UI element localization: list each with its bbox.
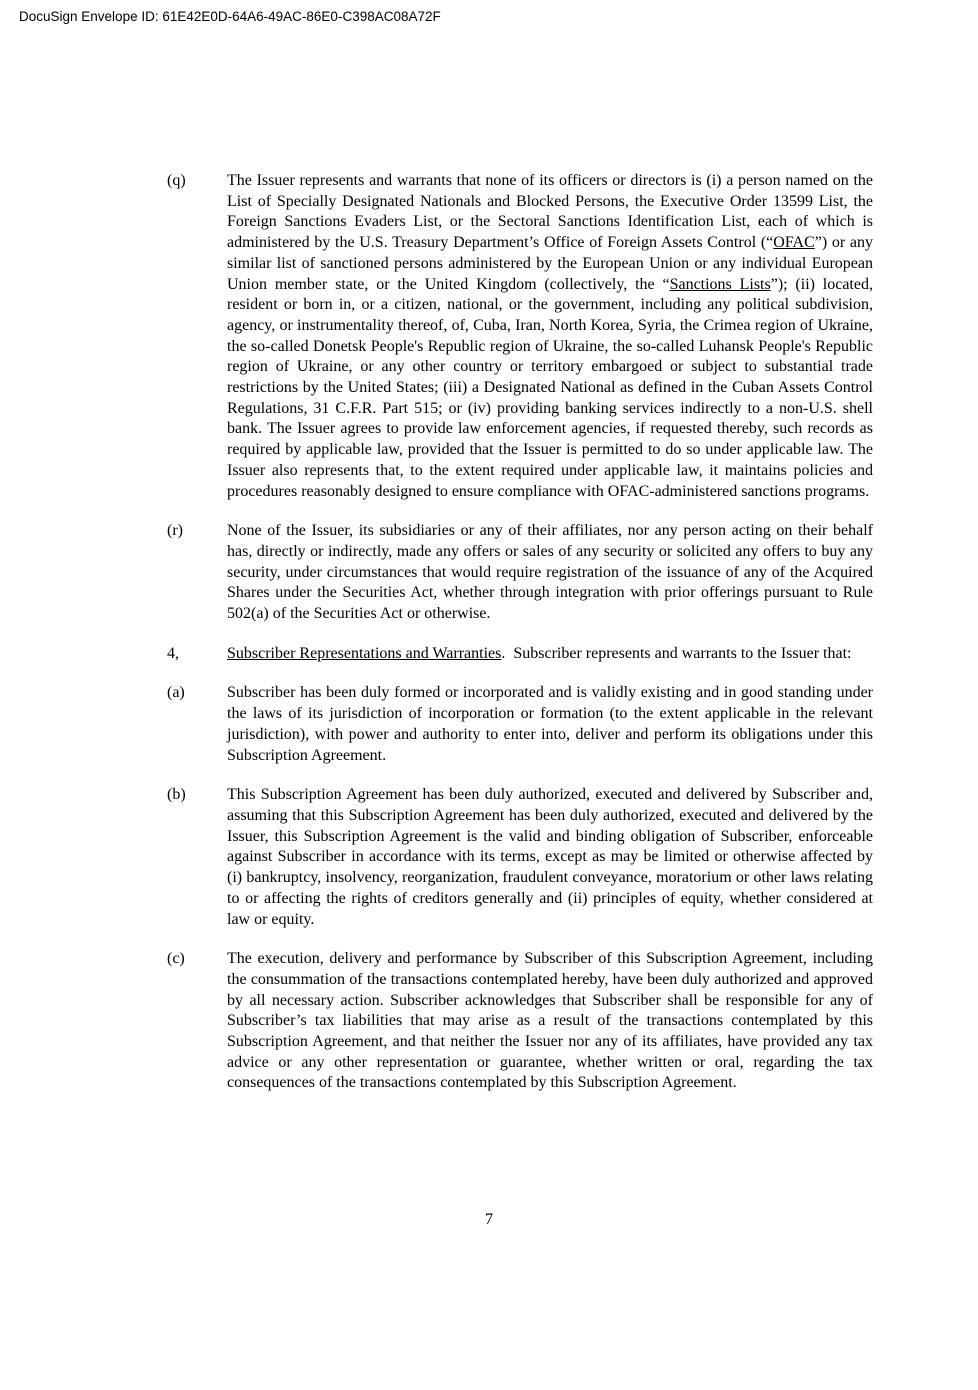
text-segment: The execution, delivery and performance by Subscriber of this Subscription Agreement, including the consummation of the transactions contemplated hereby, have been duly authorized and approved by all necessary action. Subscriber acknowledges that Subscriber shall be responsible for any of Subscriber’s tax liabilities that may arise as a result of the transactions contemplated by this Subscription Agreement, and that neither the Issuer nor any of its affiliates, have provided any tax advice or any other representation or guarantee, whether written or oral, regarding the tax consequences of the transactions contemplated by this Subscription Agreement. — [227, 950, 873, 1092]
paragraph-label: (c) — [167, 950, 185, 968]
paragraph-label: (a) — [167, 684, 185, 702]
paragraph-text — [227, 684, 873, 763]
paragraph-a — [167, 683, 873, 766]
paragraph-label: 4, — [167, 644, 179, 662]
text-segment: The Issuer represents and warrants that none of its officers or directors is (i) a person named on the List of Specially Designated Nationals and Blocked Persons, the Executive Order 13599 List, the Foreign Sanctions Evaders List, or the Sectoral Sanctions Identification List, each of which is administered by the U.S. Treasury Department’s Office of Foreign Assets Control (“ — [227, 172, 873, 252]
underlined-term: OFAC — [773, 234, 815, 252]
text-segment: This Subscription Agreement has been duly authorized, executed and delivered by Subscriber and, assuming that this Subscription Agreement has been duly authorized, executed and delivered by the Issuer, this Subscription Agreement is the valid and binding obligation of Subscriber, enforceable against Subscriber in accordance with its terms, except as may be limited or otherwise affected by (i) bankruptcy, insolvency, reorganization, fraudulent conveyance, moratorium or other laws relating to or affecting the rights of creditors generally and (ii) principles of equity, whether considered at law or equity. — [227, 786, 873, 928]
paragraph-r — [167, 521, 873, 625]
paragraph-text — [227, 172, 873, 500]
text-segment: . Subscriber represents and warrants to the Issuer that: — [501, 644, 852, 662]
paragraph-q — [167, 171, 874, 502]
paragraph-text — [227, 645, 851, 662]
section-paragraph-4 — [108, 644, 873, 665]
paragraph-b — [167, 785, 873, 930]
text-segment: Subscriber has been duly formed or incorporated and is validly existing and in good standing under the laws of its jurisdiction of incorporation or formation (to the extent applicable in the relevant jurisdiction), with power and authority to enter into, deliver and perform its obligations under this Subscription Agreement. — [227, 684, 873, 764]
underlined-term: Sanctions Lists — [669, 275, 771, 293]
paragraph-c — [167, 949, 873, 1094]
paragraph-text — [227, 786, 873, 927]
docusign-envelope-header: DocuSign Envelope ID: 61E42E0D-64A6-49AC-86E0-C398AC08A72F — [19, 9, 441, 24]
text-segment: None of the Issuer, its subsidiaries or any of their affiliates, nor any person acting on their behalf has, directly or indirectly, made any offers or sales of any security or solicited any offers to buy any security, under circumstances that would require registration of the issuance of any of the Acquired Shares under the Securities Act, whether through integration with prior offerings pursuant to Rule 502(a) of the Securities Act or otherwise. — [227, 522, 873, 623]
page-number: 7 — [485, 1211, 493, 1228]
text-segment: ”) or any similar list of sanctioned persons administered by the European Union or any individual European Union member state, or the United Kingdom (collectively, the “ — [227, 234, 874, 293]
underlined-term: Subscriber Representations and Warranties — [227, 644, 502, 662]
document-body — [108, 171, 873, 1113]
paragraph-text — [227, 950, 873, 1091]
paragraph-label: (b) — [167, 786, 186, 804]
paragraph-label: (q) — [167, 172, 186, 189]
text-segment: ”); (ii) located, resident or born in, or a citizen, national, or the government, including any political subdivision, agency, or instrumentality thereof, of, Cuba, Iran, North Korea, Syria, the Crimea region of Ukraine, the so-called Donetsk People's Republic region of Ukraine, the so-called Luhansk People's Republic region of Ukraine, or any other country or territory embargoed or subject to substantial trade restrictions by the United States; (iii) a Designated National as defined in the Cuban Assets Control Regulations, 31 C.F.R. Part 515; or (iv) providing banking services indirectly to a non-U.S. shell bank. The Issuer agrees to provide law enforcement agencies, if requested thereby, such records as required by applicable law, provided that the Issuer is permitted to do so under applicable law. The Issuer also represents that, to the extent required under applicable law, it maintains policies and procedures reasonably designed to ensure compliance with OFAC-administered sanctions programs. — [227, 275, 873, 500]
paragraph-label: (r) — [167, 522, 183, 540]
paragraph-text — [227, 522, 873, 622]
